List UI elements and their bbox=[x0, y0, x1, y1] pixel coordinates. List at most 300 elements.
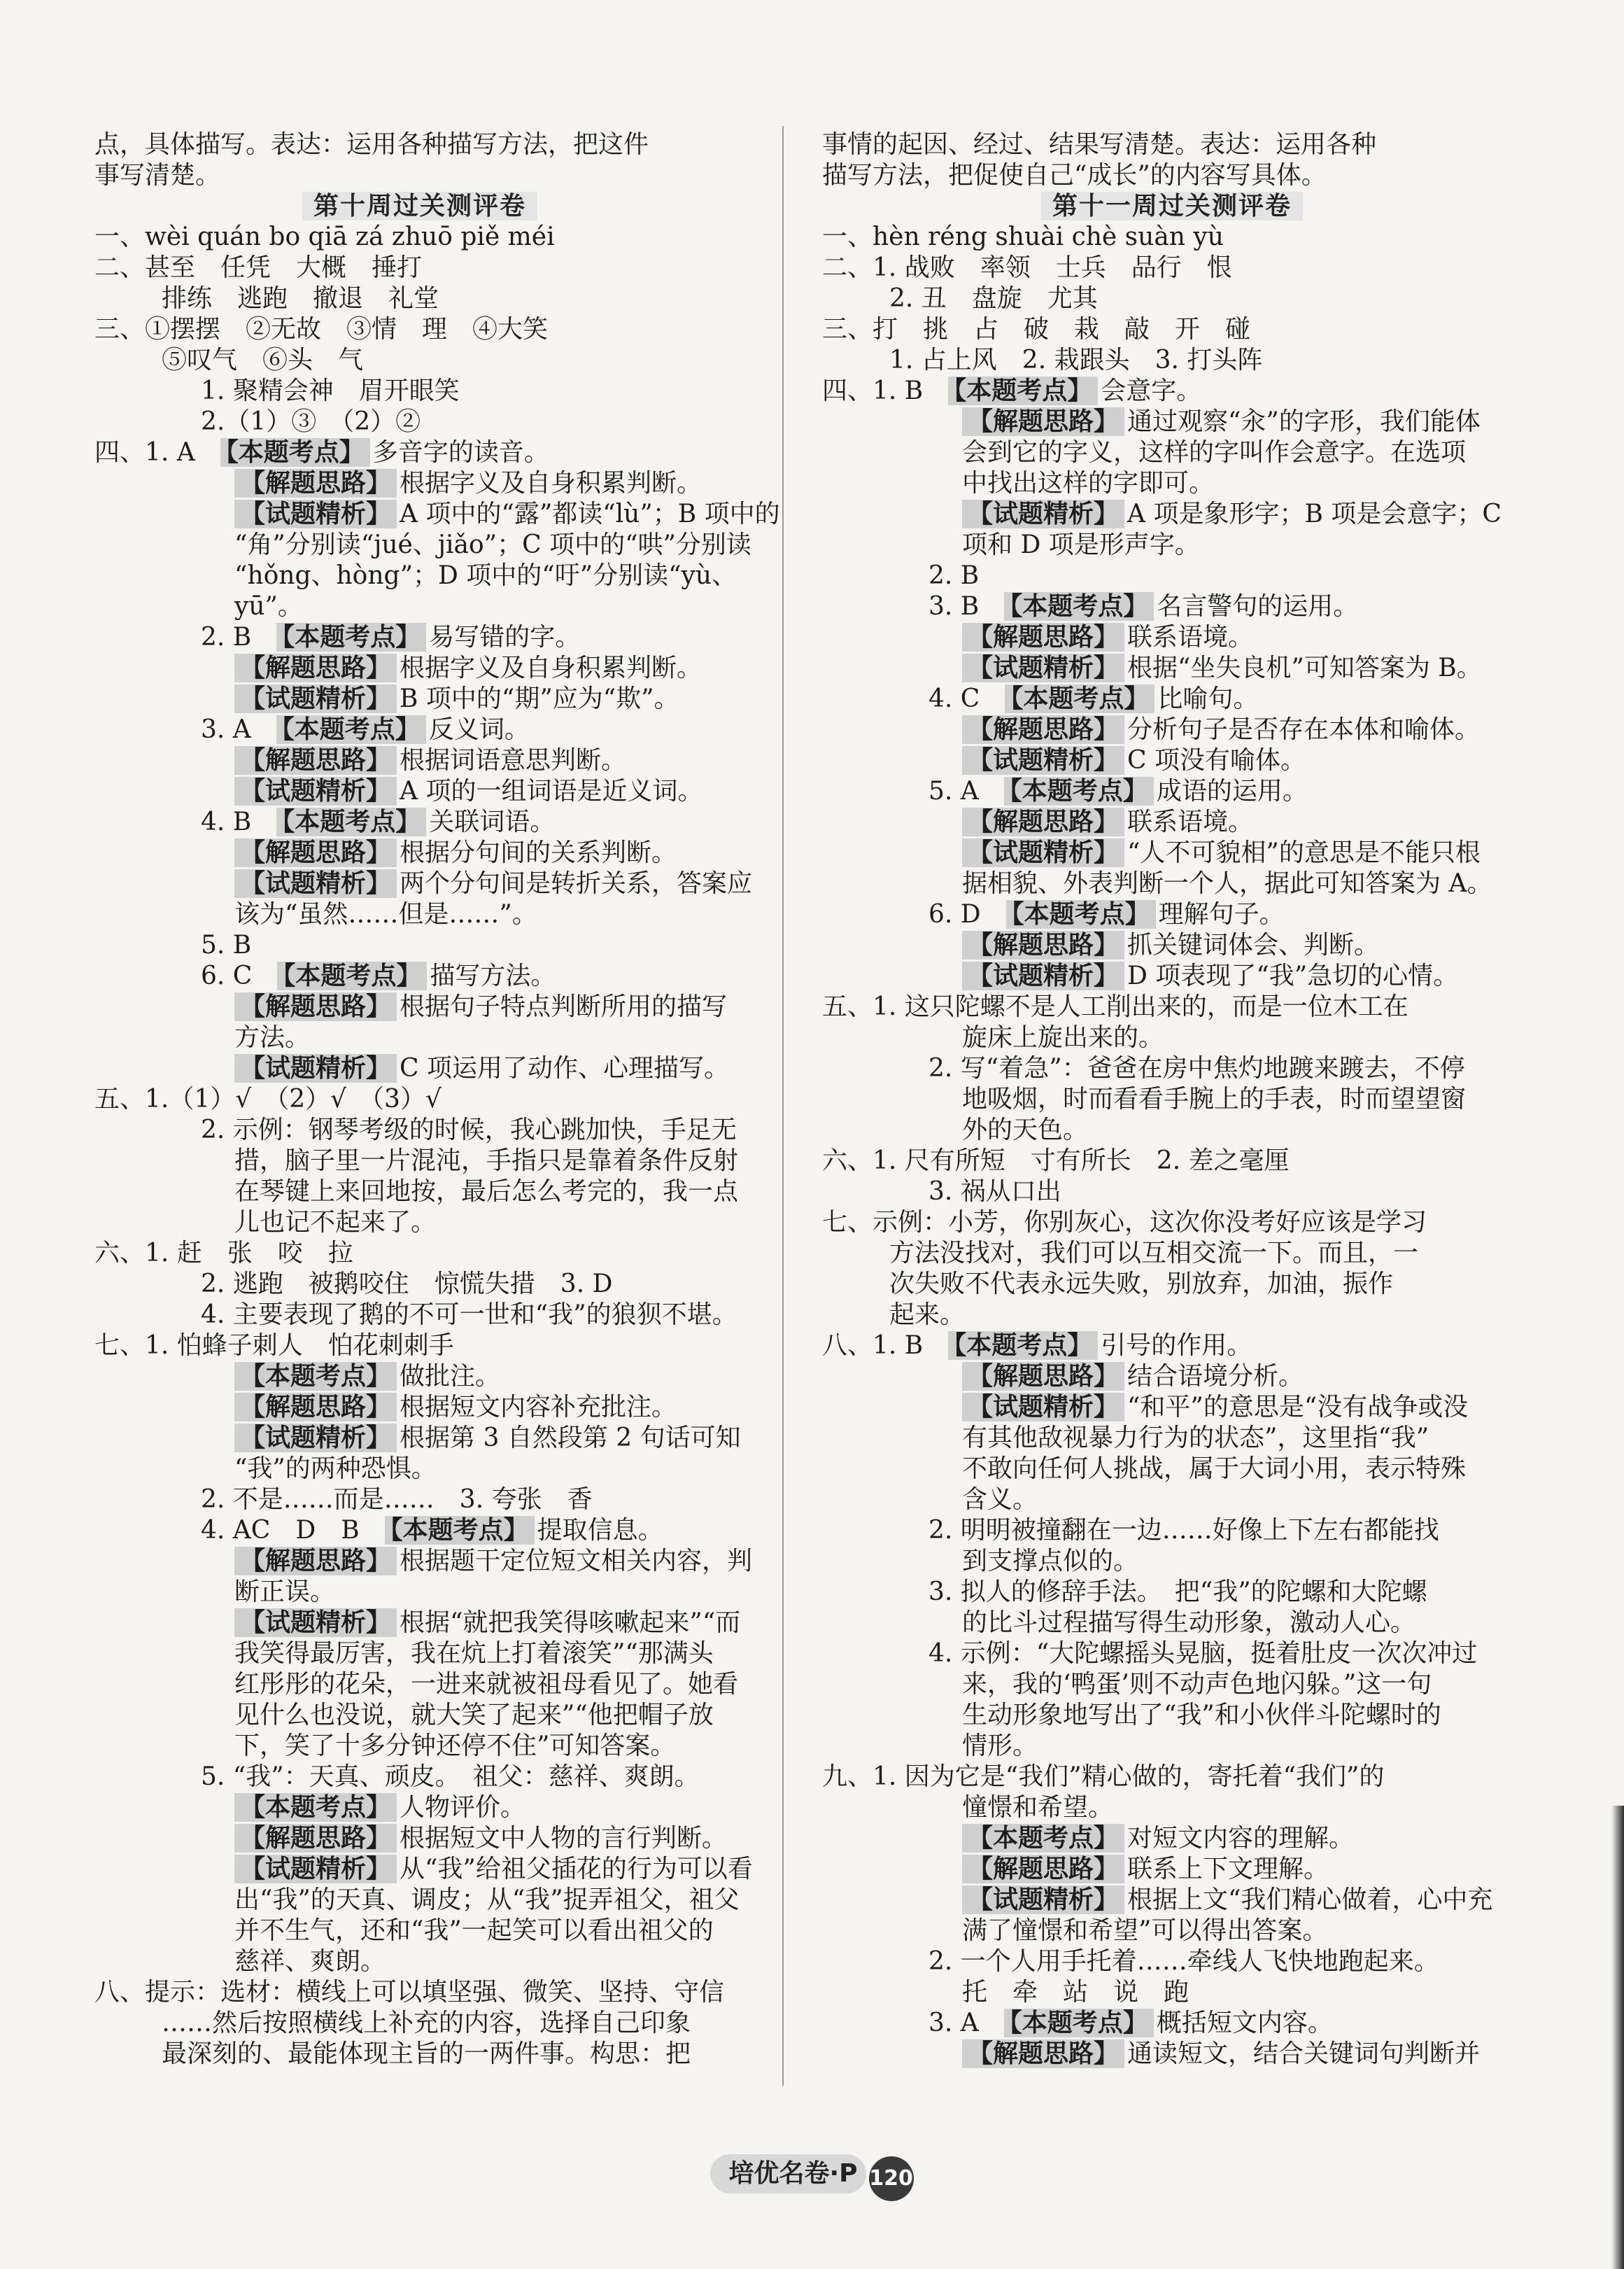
analysis-tag: 【本题考点】 bbox=[1004, 2009, 1154, 2037]
analysis-tag: 【试题精析】 bbox=[962, 1393, 1124, 1421]
answer-text: 旋床上旋出来的。 bbox=[962, 1023, 1164, 1052]
answer-line bbox=[94, 899, 745, 930]
section-title-text: 第十周过关测评卷 bbox=[302, 192, 537, 220]
answer-text: 5. B bbox=[201, 931, 252, 960]
analysis-tag: 【本题考点】 bbox=[276, 808, 426, 836]
analysis-text: B 项中的“期”应为“欺”。 bbox=[400, 684, 679, 713]
answer-line bbox=[94, 1300, 745, 1330]
analysis-tag: 【解题思路】 bbox=[962, 407, 1124, 436]
publisher-logo: 培优名卷·P bbox=[710, 2154, 866, 2193]
answer-line bbox=[94, 1916, 745, 1946]
answer-line bbox=[822, 869, 1522, 899]
answer-line bbox=[822, 283, 1522, 314]
analysis-tag: 【试题精析】 bbox=[962, 654, 1124, 682]
answer-text: 二、甚至 任凭 大概 捶打 bbox=[94, 253, 423, 282]
answer-line bbox=[94, 745, 745, 776]
analysis-text: 关联词语。 bbox=[429, 808, 556, 836]
answer-text: 五、1. 这只陀螺不是人工削出来的，而是一位木工在 bbox=[822, 992, 1408, 1021]
answer-text: “角”分别读“jué、jiǎo”；C 项中的“哄”分别读 bbox=[234, 531, 751, 559]
analysis-text: 成语的运用。 bbox=[1156, 777, 1308, 806]
answer-line bbox=[822, 591, 1522, 622]
answer-line bbox=[94, 1423, 745, 1454]
answer-text: 四、1. B bbox=[822, 377, 949, 405]
analysis-text: 描写方法。 bbox=[430, 962, 556, 990]
answer-text: 并不生气，还和“我”一起笑可以看出祖父的 bbox=[234, 1916, 714, 1945]
answer-text: 3. 祸从口出 bbox=[928, 1177, 1061, 1206]
answer-text: 2. 示例：钢琴考级的时候，我心跳加快，手足无 bbox=[201, 1116, 737, 1144]
answer-line bbox=[94, 1330, 745, 1361]
answer-text: 六、1. 赶 张 咬 拉 bbox=[94, 1239, 353, 1267]
answer-text: 断正误。 bbox=[234, 1578, 336, 1606]
answer-text: 八、1. B bbox=[822, 1331, 949, 1360]
answer-text: 最深刻的、最能体现主旨的一两件事。构思：把 bbox=[162, 2039, 691, 2068]
answer-text: 据相貌、外表判断一个人，据此可知答案为 A。 bbox=[962, 869, 1492, 898]
analysis-tag: 【试题精析】 bbox=[234, 500, 397, 528]
answer-text: 1. 占上风 2. 栽跟头 3. 打头阵 bbox=[889, 346, 1263, 374]
answer-line bbox=[822, 160, 1522, 191]
analysis-tag: 【试题精析】 bbox=[962, 746, 1124, 775]
answer-line bbox=[822, 468, 1522, 499]
answer-line bbox=[94, 253, 745, 283]
answer-line bbox=[94, 2008, 745, 2039]
analysis-tag: 【试题精析】 bbox=[234, 1608, 397, 1637]
analysis-tag: 【解题思路】 bbox=[234, 992, 397, 1021]
analysis-tag: 【本题考点】 bbox=[948, 1331, 1098, 1360]
answer-text: 方法没找对，我们可以互相交流一下。而且，一 bbox=[889, 1239, 1419, 1267]
answer-line bbox=[94, 653, 745, 684]
answer-line bbox=[94, 1946, 745, 1977]
answer-line bbox=[822, 129, 1522, 160]
answer-line bbox=[822, 1762, 1522, 1792]
analysis-tag: 【解题思路】 bbox=[962, 808, 1124, 836]
answer-line bbox=[822, 1084, 1522, 1115]
answer-line bbox=[94, 376, 745, 407]
answer-line bbox=[822, 1330, 1522, 1361]
answer-line bbox=[822, 961, 1522, 992]
analysis-text: 根据句子特点判断所用的描写 bbox=[400, 992, 728, 1021]
answer-line bbox=[822, 1454, 1522, 1484]
answer-line bbox=[822, 345, 1522, 376]
answer-text: 慈祥、爽朗。 bbox=[234, 1947, 386, 1976]
analysis-tag: 【解题思路】 bbox=[234, 746, 397, 775]
answer-line bbox=[822, 1669, 1522, 1700]
answer-line bbox=[94, 715, 745, 745]
answer-line bbox=[822, 1792, 1522, 1823]
answer-line bbox=[94, 992, 745, 1023]
answer-line bbox=[822, 1946, 1522, 1977]
answer-text: 到支撑点似的。 bbox=[962, 1547, 1139, 1575]
column-divider bbox=[782, 126, 784, 2086]
answer-line bbox=[94, 1638, 745, 1669]
answer-text: 满了憧憬和希望”可以得出答案。 bbox=[962, 1916, 1328, 1945]
answer-line bbox=[822, 2039, 1522, 2070]
answer-text: 方法。 bbox=[234, 1023, 311, 1052]
answer-line bbox=[94, 160, 745, 191]
analysis-tag: 【解题思路】 bbox=[234, 1547, 397, 1575]
answer-text: 红彤彤的花朵，一进来就被祖母看见了。她看 bbox=[234, 1670, 739, 1699]
analysis-text: 对短文内容的理解。 bbox=[1127, 1824, 1355, 1853]
answer-line bbox=[94, 222, 745, 253]
answer-text: 不敢向任何人挑战，属于大词小用，表示特殊 bbox=[962, 1454, 1467, 1483]
answer-line bbox=[94, 1577, 745, 1608]
analysis-tag: 【解题思路】 bbox=[234, 654, 397, 682]
answer-text: 项和 D 项是形声字。 bbox=[962, 531, 1200, 559]
answer-text: 来，我的‘鸭蛋’则不动声色地闪躲。”这一句 bbox=[962, 1670, 1432, 1699]
analysis-text: 易写错的字。 bbox=[429, 623, 581, 652]
analysis-tag: 【试题精析】 bbox=[234, 777, 397, 806]
analysis-tag: 【解题思路】 bbox=[962, 1855, 1124, 1883]
answer-line bbox=[822, 1484, 1522, 1515]
analysis-tag: 【本题考点】 bbox=[220, 438, 370, 467]
answer-line bbox=[94, 345, 745, 376]
answer-line bbox=[822, 1854, 1522, 1885]
analysis-text: 比喻句。 bbox=[1157, 684, 1259, 713]
answer-line bbox=[822, 1638, 1522, 1669]
answer-text: ⑤叹气 ⑥头 气 bbox=[162, 346, 364, 374]
analysis-tag: 【解题思路】 bbox=[962, 715, 1124, 744]
answer-line bbox=[822, 253, 1522, 283]
answer-line bbox=[822, 684, 1522, 715]
answer-line bbox=[94, 1823, 745, 1854]
analysis-text: 名言警句的运用。 bbox=[1157, 592, 1359, 621]
answer-line bbox=[94, 1053, 745, 1084]
analysis-tag: 【解题思路】 bbox=[962, 623, 1124, 652]
analysis-text: 根据“坐失良机”可知答案为 B。 bbox=[1127, 654, 1482, 682]
answer-text: 有其他敌视暴力行为的状态”，这里指“我” bbox=[962, 1424, 1429, 1452]
page-number: 120 bbox=[869, 2156, 914, 2201]
answer-line bbox=[94, 468, 745, 499]
answer-text: 事写清楚。 bbox=[94, 161, 221, 190]
answer-line bbox=[94, 437, 745, 468]
answer-text: 九、1. 因为它是“我们”精心做的，寄托着“我们”的 bbox=[822, 1762, 1385, 1791]
answer-line bbox=[94, 838, 745, 869]
analysis-tag: 【解题思路】 bbox=[234, 1824, 397, 1853]
answer-line bbox=[822, 1916, 1522, 1946]
answer-line bbox=[822, 715, 1522, 745]
answer-text: 下，笑了十多分钟还停不住”可知答案。 bbox=[234, 1731, 676, 1760]
analysis-tag: 【试题精析】 bbox=[234, 684, 397, 713]
answer-line bbox=[94, 1608, 745, 1638]
answer-text: 2. 丑 盘旋 尤其 bbox=[889, 284, 1098, 313]
page-footer bbox=[0, 2154, 1624, 2201]
answer-line bbox=[94, 961, 745, 992]
answer-line bbox=[94, 1700, 745, 1731]
analysis-text: 会意字。 bbox=[1101, 377, 1202, 405]
analysis-text: 两个分句间是转折关系，答案应 bbox=[400, 869, 753, 898]
analysis-tag: 【本题考点】 bbox=[1004, 592, 1154, 621]
analysis-tag: 【试题精析】 bbox=[962, 500, 1124, 528]
answer-text: 起来。 bbox=[889, 1300, 966, 1329]
answer-text: 生动形象地写出了“我”和小伙伴斗陀螺时的 bbox=[962, 1701, 1441, 1729]
answer-text: “我”的两种恐惧。 bbox=[234, 1454, 437, 1483]
analysis-text: A 项是象形字；B 项是会意字；C bbox=[1127, 500, 1502, 528]
answer-line bbox=[822, 1053, 1522, 1084]
answer-text: 排练 逃跑 撤退 礼堂 bbox=[162, 284, 439, 313]
analysis-text: 提取信息。 bbox=[537, 1516, 663, 1545]
answer-line bbox=[822, 222, 1522, 253]
answer-line bbox=[822, 992, 1522, 1023]
answer-line bbox=[822, 1207, 1522, 1238]
answer-line bbox=[94, 776, 745, 807]
answer-line bbox=[94, 1484, 745, 1515]
answer-line bbox=[94, 499, 780, 530]
analysis-tag: 【本题考点】 bbox=[1005, 684, 1155, 713]
answer-line bbox=[94, 407, 745, 437]
answer-text: 2. 明明被撞翻在一边……好像上下左右都能找 bbox=[928, 1516, 1439, 1545]
analysis-text: 根据字义及自身积累判断。 bbox=[400, 469, 702, 498]
analysis-text: 根据上文“我们精心做着，心中充 bbox=[1127, 1885, 1493, 1914]
answer-line bbox=[94, 1023, 745, 1053]
answer-line bbox=[94, 129, 745, 160]
answer-text: 事情的起因、经过、结果写清楚。表达：运用各种 bbox=[822, 130, 1377, 159]
answer-line bbox=[822, 314, 1522, 345]
answer-text: 七、1. 怕蜂子刺人 怕花刺刺手 bbox=[94, 1331, 454, 1360]
answer-text: 该为“虽然……但是……”。 bbox=[234, 900, 537, 929]
answer-text: 2. 一个人用手托着……牵线人飞快地跑起来。 bbox=[928, 1947, 1439, 1976]
answer-text: 含义。 bbox=[962, 1485, 1038, 1514]
analysis-text: 根据分句间的关系判断。 bbox=[400, 838, 677, 867]
answer-text: 描写方法，把促使自己“成长”的内容写具体。 bbox=[822, 161, 1327, 190]
analysis-text: 多音字的读音。 bbox=[372, 438, 549, 467]
page-edge-shadow bbox=[1611, 1806, 1624, 2269]
answer-line bbox=[822, 376, 1522, 407]
answer-text: 4. 主要表现了鹅的不可一世和“我”的狼狈不堪。 bbox=[201, 1300, 737, 1329]
answer-text: 6. D bbox=[928, 900, 1006, 929]
answer-text: 3. B bbox=[928, 592, 1005, 621]
answer-line bbox=[94, 1269, 745, 1300]
answer-line bbox=[822, 1238, 1522, 1269]
answer-line bbox=[94, 1207, 745, 1238]
answer-text: yū”。 bbox=[234, 592, 303, 621]
answer-text: 八、提示：选材：横线上可以填坚强、微笑、坚持、守信 bbox=[94, 1978, 725, 2007]
answer-text: 2. 不是……而是…… 3. 夸张 香 bbox=[201, 1485, 593, 1514]
analysis-text: 根据题干定位短文相关内容，判 bbox=[400, 1547, 753, 1575]
analysis-tag: 【试题精析】 bbox=[234, 869, 397, 898]
answer-line bbox=[94, 1146, 745, 1176]
analysis-tag: 【解题思路】 bbox=[234, 838, 397, 867]
analysis-text: C 项运用了动作、心理描写。 bbox=[400, 1054, 730, 1083]
answer-text: 三、①摆摆 ②无故 ③情 理 ④大笑 bbox=[94, 315, 549, 344]
answer-text: 次失败不代表永远失败，别放弃，加油，振作 bbox=[889, 1270, 1394, 1298]
analysis-text: 结合语境分析。 bbox=[1127, 1362, 1304, 1391]
analysis-tag: 【本题考点】 bbox=[1004, 777, 1154, 806]
answer-text: 会到它的字义，这样的字叫作会意字。在选项 bbox=[962, 438, 1467, 467]
answer-line bbox=[822, 1269, 1522, 1300]
answer-text: 1. 聚精会神 眉开眼笑 bbox=[201, 377, 460, 405]
answer-line bbox=[822, 499, 1522, 530]
answer-line bbox=[822, 561, 1522, 591]
answer-line bbox=[822, 838, 1522, 869]
answer-line bbox=[94, 561, 745, 591]
analysis-tag: 【本题考点】 bbox=[277, 962, 427, 990]
answer-line bbox=[94, 1084, 745, 1115]
answer-line bbox=[822, 899, 1522, 930]
analysis-text: 引号的作用。 bbox=[1101, 1331, 1252, 1360]
analysis-text: 根据“就把我笑得咳嗽起来”“而 bbox=[400, 1608, 741, 1637]
answer-text: 3. 拟人的修辞手法。 把“我”的陀螺和大陀螺 bbox=[928, 1578, 1427, 1606]
answer-line bbox=[822, 1608, 1522, 1638]
answer-text: 一、wèi quán bo qiā zá zhuō piě méi bbox=[94, 223, 555, 251]
answer-text: 的比斗过程描写得生动形象，激动人心。 bbox=[962, 1608, 1416, 1637]
analysis-text: 人物评价。 bbox=[400, 1793, 526, 1822]
analysis-tag: 【解题思路】 bbox=[234, 1393, 397, 1421]
analysis-text: 分析句子是否存在本体和喻体。 bbox=[1127, 715, 1481, 744]
answer-text: 三、打 挑 占 破 栽 敲 开 碰 bbox=[822, 315, 1251, 344]
answer-text: 4. C bbox=[928, 684, 1005, 713]
answer-text: 托 牵 站 说 跑 bbox=[962, 1978, 1189, 2007]
answer-line bbox=[94, 1762, 745, 1792]
answer-text: 3. A bbox=[928, 2009, 1004, 2037]
analysis-text: 根据字义及自身积累判断。 bbox=[400, 654, 702, 682]
analysis-tag: 【本题考点】 bbox=[234, 1793, 397, 1822]
answer-text: 2. 逃跑 被鹅咬住 惊慌失措 3. D bbox=[201, 1270, 613, 1298]
answer-line bbox=[94, 1454, 745, 1484]
answer-line bbox=[822, 653, 1522, 684]
analysis-tag: 【解题思路】 bbox=[962, 931, 1124, 960]
analysis-text: 联系语境。 bbox=[1127, 808, 1254, 836]
answer-text: 我笑得最厉害，我在炕上打着滚笑”“那满头 bbox=[234, 1639, 714, 1668]
answer-line bbox=[94, 1115, 745, 1146]
analysis-text: 做批注。 bbox=[400, 1362, 501, 1391]
answer-line bbox=[94, 1176, 745, 1207]
analysis-tag: 【试题精析】 bbox=[962, 1885, 1124, 1914]
answer-text: 中找出这样的字即可。 bbox=[962, 469, 1215, 498]
answer-text: 一、hèn réng shuài chè suàn yù bbox=[822, 223, 1224, 251]
analysis-text: 根据短文中人物的言行判断。 bbox=[400, 1824, 728, 1853]
answer-line bbox=[94, 1792, 745, 1823]
analysis-text: 根据第 3 自然段第 2 句话可知 bbox=[400, 1424, 741, 1452]
analysis-text: 联系语境。 bbox=[1127, 623, 1254, 652]
answer-text: 4. AC D B bbox=[201, 1516, 385, 1545]
answer-text: 4. B bbox=[201, 808, 277, 836]
analysis-text: 联系上下文理解。 bbox=[1127, 1855, 1329, 1883]
answer-line bbox=[822, 930, 1522, 961]
answer-line bbox=[822, 1515, 1522, 1546]
answer-line bbox=[94, 283, 745, 314]
analysis-text: “人不可貌相”的意思是不能只根 bbox=[1127, 838, 1481, 867]
answer-line bbox=[822, 1392, 1522, 1423]
answer-text: 二、1. 战败 率领 士兵 品行 恨 bbox=[822, 253, 1232, 282]
answer-text: 点，具体描写。表达：运用各种描写方法，把这件 bbox=[94, 130, 649, 159]
analysis-text: D 项表现了“我”急切的心情。 bbox=[1127, 962, 1459, 990]
analysis-text: 抓关键词体会、判断。 bbox=[1127, 931, 1380, 960]
answer-line bbox=[94, 1238, 745, 1269]
answer-text: 措，脑子里一片混沌，手指只是靠着条件反射 bbox=[234, 1146, 739, 1175]
analysis-tag: 【试题精析】 bbox=[234, 1054, 397, 1083]
answer-line bbox=[822, 1823, 1522, 1854]
answer-line bbox=[822, 2008, 1522, 2039]
answer-text: 2.（1）③ （2）② bbox=[201, 407, 421, 436]
answer-line bbox=[822, 1977, 1522, 2008]
analysis-tag: 【本题考点】 bbox=[962, 1824, 1124, 1853]
section-title bbox=[822, 191, 1522, 222]
answer-line bbox=[822, 407, 1522, 437]
answer-text: 五、1.（1）√ （2）√ （3）√ bbox=[94, 1085, 442, 1114]
analysis-tag: 【试题精析】 bbox=[962, 962, 1124, 990]
answer-line bbox=[822, 437, 1522, 468]
answer-line bbox=[822, 1731, 1522, 1762]
answer-text: 4. 示例：“大陀螺摇头晃脑，挺着肚皮一次次冲过 bbox=[928, 1639, 1478, 1668]
analysis-tag: 【试题精析】 bbox=[234, 1424, 397, 1452]
answer-line bbox=[94, 1977, 745, 2008]
answer-line bbox=[94, 2039, 745, 2070]
answer-text: 四、1. A bbox=[94, 438, 220, 467]
answer-line bbox=[822, 807, 1522, 838]
answer-line bbox=[822, 745, 1522, 776]
answer-line bbox=[822, 1115, 1522, 1146]
analysis-tag: 【解题思路】 bbox=[962, 2039, 1124, 2068]
answer-text: 2. B bbox=[928, 561, 980, 590]
section-title bbox=[94, 191, 745, 222]
answer-text: 2. B bbox=[201, 623, 277, 652]
answer-line bbox=[822, 530, 1522, 561]
analysis-text: A 项的一组词语是近义词。 bbox=[400, 777, 703, 806]
answer-line bbox=[94, 684, 745, 715]
analysis-text: 反义词。 bbox=[428, 715, 530, 744]
section-title-text: 第十一周过关测评卷 bbox=[1041, 192, 1303, 220]
analysis-text: 通读短文，结合关键词句判断并 bbox=[1127, 2039, 1481, 2068]
analysis-tag: 【本题考点】 bbox=[234, 1362, 397, 1391]
answer-line bbox=[94, 807, 745, 838]
answer-line bbox=[822, 1300, 1522, 1330]
answer-line bbox=[94, 1669, 745, 1700]
analysis-text: 理解句子。 bbox=[1158, 900, 1285, 929]
analysis-tag: 【试题精析】 bbox=[962, 838, 1124, 867]
analysis-text: 从“我”给祖父插花的行为可以看 bbox=[400, 1855, 753, 1883]
answer-line bbox=[94, 530, 751, 561]
answer-line bbox=[94, 1361, 745, 1392]
analysis-tag: 【本题考点】 bbox=[1006, 900, 1156, 929]
answer-line bbox=[94, 1392, 745, 1423]
analysis-text: A 项中的“露”都读“lù”；B 项中的 bbox=[400, 500, 780, 528]
answer-line bbox=[822, 1023, 1522, 1053]
answer-text: 5. A bbox=[928, 777, 1004, 806]
answer-line bbox=[94, 930, 745, 961]
answer-line bbox=[822, 1423, 1522, 1454]
answer-line bbox=[94, 314, 745, 345]
answer-line bbox=[822, 1146, 1522, 1176]
answer-line bbox=[94, 1731, 745, 1762]
answer-text: 在琴键上来回地按，最后怎么考完的，我一点 bbox=[234, 1177, 739, 1206]
answer-text: 5. “我”：天真、顽皮。 祖父：慈祥、爽朗。 bbox=[201, 1762, 700, 1791]
analysis-tag: 【解题思路】 bbox=[962, 1362, 1124, 1391]
analysis-text: 概括短文内容。 bbox=[1156, 2009, 1333, 2037]
analysis-text: 根据短文内容补充批注。 bbox=[400, 1393, 677, 1421]
answer-text: 出“我”的天真、调皮；从“我”捉弄祖父，祖父 bbox=[234, 1885, 740, 1914]
answer-text: 2. 写“着急”：爸爸在房中焦灼地踱来踱去，不停 bbox=[928, 1054, 1465, 1083]
answer-line bbox=[94, 591, 745, 622]
answer-text: 儿也记不起来了。 bbox=[234, 1208, 437, 1237]
answer-line bbox=[822, 1176, 1522, 1207]
answer-text: 七、示例：小芳，你别灰心，这次你没考好应该是学习 bbox=[822, 1208, 1427, 1237]
analysis-text: 根据词语意思判断。 bbox=[400, 746, 627, 775]
answer-line bbox=[822, 1885, 1522, 1916]
answer-text: 地吸烟，时而看看手腕上的手表，时而望望窗 bbox=[962, 1085, 1467, 1114]
answer-text: 6. C bbox=[201, 962, 278, 990]
answer-text: 见什么也没说，就大笑了起来”“他把帽子放 bbox=[234, 1701, 714, 1729]
answer-text: “hǒng、hòng”；D 项中的“吁”分别读“yù、 bbox=[234, 561, 737, 590]
answer-line bbox=[94, 622, 745, 653]
answer-line bbox=[94, 1546, 753, 1577]
answer-line bbox=[822, 1546, 1522, 1577]
answer-line bbox=[822, 1577, 1522, 1608]
analysis-text: C 项没有喻体。 bbox=[1127, 746, 1306, 775]
answer-line bbox=[94, 1515, 745, 1546]
answer-line bbox=[822, 622, 1522, 653]
answer-line bbox=[822, 1700, 1522, 1731]
answer-line bbox=[822, 1361, 1522, 1392]
analysis-text: “和平”的意思是“没有战争或没 bbox=[1127, 1393, 1469, 1421]
